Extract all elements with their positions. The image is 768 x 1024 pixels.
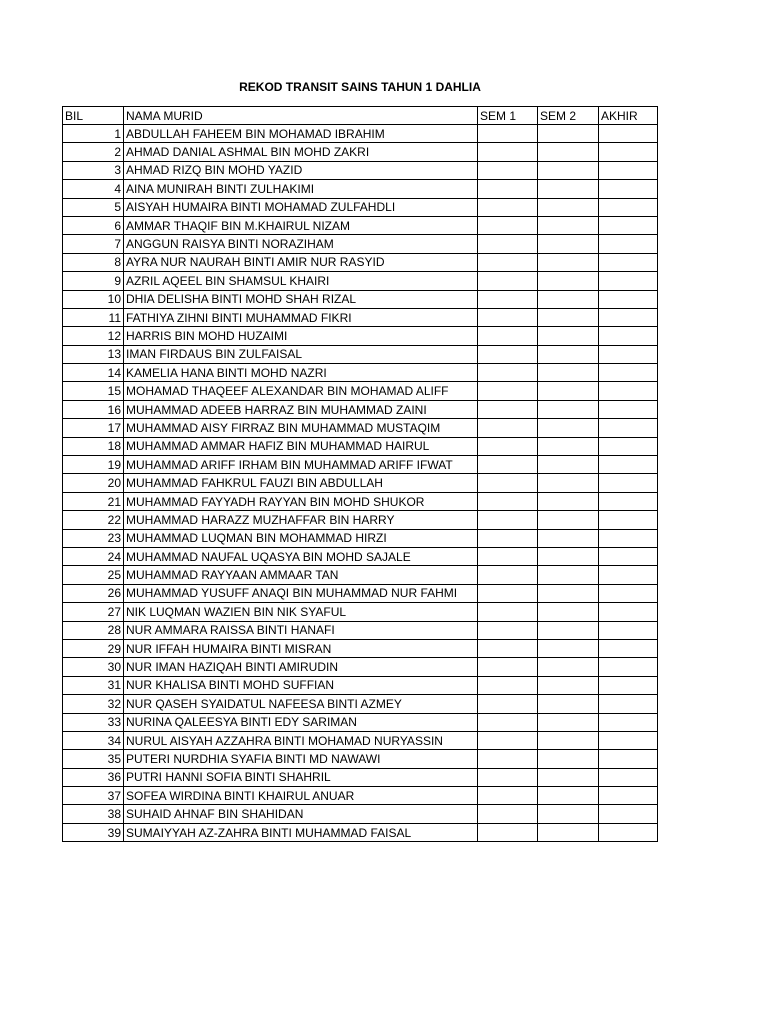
student-name: HARRIS BIN MOHD HUZAIMI [124,327,478,345]
student-name: NUR AMMARA RAISSA BINTI HANAFI [124,621,478,639]
sem2-cell [538,566,599,584]
akhir-cell [599,823,658,841]
table-row [63,364,658,382]
student-name: PUTRI HANNI SOFIA BINTI SHAHRIL [124,768,478,786]
akhir-cell [599,603,658,621]
row-number: 27 [63,603,124,621]
sem2-cell [538,805,599,823]
header-akhir: AKHIR [599,107,658,125]
sem2-cell [538,235,599,253]
row-number: 22 [63,511,124,529]
table-row [63,253,658,271]
sem2-cell [538,216,599,234]
student-name: NURUL AISYAH AZZAHRA BINTI MOHAMAD NURYASSIN [124,731,478,749]
table-row [63,529,658,547]
sem1-cell [478,180,538,198]
student-name: MUHAMMAD HARAZZ MUZHAFFAR BIN HARRY [124,511,478,529]
row-number: 31 [63,676,124,694]
sem1-cell [478,658,538,676]
table-row [63,731,658,749]
table-row [63,125,658,143]
akhir-cell [599,639,658,657]
akhir-cell [599,400,658,418]
sem1-cell [478,382,538,400]
table-row [63,768,658,786]
student-name: MUHAMMAD ARIFF IRHAM BIN MUHAMMAD ARIFF IFWAT [124,456,478,474]
sem2-cell [538,529,599,547]
row-number: 38 [63,805,124,823]
akhir-cell [599,529,658,547]
row-number: 39 [63,823,124,841]
student-name: ABDULLAH FAHEEM BIN MOHAMAD IBRAHIM [124,125,478,143]
sem1-cell [478,731,538,749]
sem2-cell [538,290,599,308]
row-number: 35 [63,750,124,768]
akhir-cell [599,143,658,161]
table-header-row [63,107,658,125]
row-number: 11 [63,308,124,326]
table-row [63,272,658,290]
header-sem2: SEM 2 [538,107,599,125]
student-name: NURINA QALEESYA BINTI EDY SARIMAN [124,713,478,731]
row-number: 30 [63,658,124,676]
sem1-cell [478,621,538,639]
student-record-table [62,106,658,842]
row-number: 24 [63,547,124,565]
row-number: 10 [63,290,124,308]
sem1-cell [478,437,538,455]
sem2-cell [538,731,599,749]
akhir-cell [599,216,658,234]
sem2-cell [538,823,599,841]
student-name: AINA MUNIRAH BINTI ZULHAKIMI [124,180,478,198]
sem2-cell [538,161,599,179]
student-name: AYRA NUR NAURAH BINTI AMIR NUR RASYID [124,253,478,271]
sem1-cell [478,547,538,565]
student-name: NUR IFFAH HUMAIRA BINTI MISRAN [124,639,478,657]
sem2-cell [538,750,599,768]
sem1-cell [478,308,538,326]
sem1-cell [478,787,538,805]
sem2-cell [538,400,599,418]
row-number: 9 [63,272,124,290]
student-name: SOFEA WIRDINA BINTI KHAIRUL ANUAR [124,787,478,805]
sem1-cell [478,584,538,602]
sem2-cell [538,713,599,731]
student-name: PUTERI NURDHIA SYAFIA BINTI MD NAWAWI [124,750,478,768]
table-row [63,584,658,602]
table-row [63,621,658,639]
row-number: 5 [63,198,124,216]
akhir-cell [599,345,658,363]
sem2-cell [538,327,599,345]
sem1-cell [478,161,538,179]
sem1-cell [478,805,538,823]
student-name: FATHIYA ZIHNI BINTI MUHAMMAD FIKRI [124,308,478,326]
sem2-cell [538,364,599,382]
akhir-cell [599,253,658,271]
sem1-cell [478,750,538,768]
sem2-cell [538,584,599,602]
row-number: 3 [63,161,124,179]
student-name: MOHAMAD THAQEEF ALEXANDAR BIN MOHAMAD ALIFF [124,382,478,400]
akhir-cell [599,456,658,474]
akhir-cell [599,492,658,510]
akhir-cell [599,235,658,253]
akhir-cell [599,511,658,529]
row-number: 1 [63,125,124,143]
akhir-cell [599,750,658,768]
table-row [63,161,658,179]
sem1-cell [478,676,538,694]
table-row [63,327,658,345]
table-row [63,658,658,676]
akhir-cell [599,731,658,749]
document-title: REKOD TRANSIT SAINS TAHUN 1 DAHLIA [239,80,481,94]
student-name: AMMAR THAQIF BIN M.KHAIRUL NIZAM [124,216,478,234]
table-row [63,419,658,437]
row-number: 26 [63,584,124,602]
sem2-cell [538,695,599,713]
row-number: 15 [63,382,124,400]
table-row [63,456,658,474]
akhir-cell [599,364,658,382]
student-name: AZRIL AQEEL BIN SHAMSUL KHAIRI [124,272,478,290]
row-number: 18 [63,437,124,455]
sem1-cell [478,492,538,510]
row-number: 20 [63,474,124,492]
sem1-cell [478,511,538,529]
table-row [63,437,658,455]
student-name: NIK LUQMAN WAZIEN BIN NIK SYAFUL [124,603,478,621]
header-name: NAMA MURID [124,107,478,125]
sem1-cell [478,713,538,731]
table-row [63,290,658,308]
akhir-cell [599,272,658,290]
student-name: ANGGUN RAISYA BINTI NORAZIHAM [124,235,478,253]
akhir-cell [599,180,658,198]
row-number: 32 [63,695,124,713]
student-name: SUHAID AHNAF BIN SHAHIDAN [124,805,478,823]
table-row [63,382,658,400]
akhir-cell [599,547,658,565]
akhir-cell [599,419,658,437]
student-name: NUR KHALISA BINTI MOHD SUFFIAN [124,676,478,694]
row-number: 34 [63,731,124,749]
table-row [63,823,658,841]
row-number: 33 [63,713,124,731]
row-number: 7 [63,235,124,253]
table-row [63,566,658,584]
akhir-cell [599,566,658,584]
student-name: MUHAMMAD AMMAR HAFIZ BIN MUHAMMAD HAIRUL [124,437,478,455]
table-row [63,750,658,768]
sem2-cell [538,676,599,694]
row-number: 28 [63,621,124,639]
akhir-cell [599,327,658,345]
student-name: MUHAMMAD ADEEB HARRAZ BIN MUHAMMAD ZAINI [124,400,478,418]
table-row [63,547,658,565]
akhir-cell [599,658,658,676]
akhir-cell [599,584,658,602]
row-number: 16 [63,400,124,418]
akhir-cell [599,805,658,823]
sem1-cell [478,125,538,143]
sem2-cell [538,125,599,143]
header-sem1: SEM 1 [478,107,538,125]
sem2-cell [538,787,599,805]
sem1-cell [478,327,538,345]
akhir-cell [599,768,658,786]
sem2-cell [538,382,599,400]
table-row [63,235,658,253]
akhir-cell [599,676,658,694]
student-name: MUHAMMAD NAUFAL UQASYA BIN MOHD SAJALE [124,547,478,565]
row-number: 8 [63,253,124,271]
sem1-cell [478,272,538,290]
student-name: MUHAMMAD AISY FIRRAZ BIN MUHAMMAD MUSTAQIM [124,419,478,437]
sem2-cell [538,658,599,676]
akhir-cell [599,125,658,143]
row-number: 25 [63,566,124,584]
table-row [63,180,658,198]
sem2-cell [538,180,599,198]
row-number: 23 [63,529,124,547]
sem2-cell [538,419,599,437]
sem1-cell [478,143,538,161]
table-row [63,676,658,694]
sem1-cell [478,456,538,474]
akhir-cell [599,198,658,216]
sem1-cell [478,400,538,418]
student-name: MUHAMMAD LUQMAN BIN MOHAMMAD HIRZI [124,529,478,547]
sem1-cell [478,290,538,308]
sem2-cell [538,511,599,529]
table-row [63,603,658,621]
student-name: IMAN FIRDAUS BIN ZULFAISAL [124,345,478,363]
row-number: 4 [63,180,124,198]
sem2-cell [538,272,599,290]
akhir-cell [599,713,658,731]
sem2-cell [538,253,599,271]
student-name: AHMAD DANIAL ASHMAL BIN MOHD ZAKRI [124,143,478,161]
sem2-cell [538,768,599,786]
row-number: 13 [63,345,124,363]
row-number: 29 [63,639,124,657]
table-row [63,492,658,510]
student-name: NUR QASEH SYAIDATUL NAFEESA BINTI AZMEY [124,695,478,713]
akhir-cell [599,621,658,639]
table-row [63,216,658,234]
header-bil: BIL [63,107,124,125]
row-number: 12 [63,327,124,345]
sem1-cell [478,345,538,363]
row-number: 2 [63,143,124,161]
row-number: 36 [63,768,124,786]
table-row [63,198,658,216]
student-name: SUMAIYYAH AZ-ZAHRA BINTI MUHAMMAD FAISAL [124,823,478,841]
table-row [63,639,658,657]
table-row [63,143,658,161]
sem1-cell [478,474,538,492]
sem1-cell [478,253,538,271]
table-row [63,308,658,326]
sem1-cell [478,639,538,657]
sem1-cell [478,695,538,713]
sem2-cell [538,547,599,565]
student-name: MUHAMMAD YUSUFF ANAQI BIN MUHAMMAD NUR FAHMI [124,584,478,602]
student-name: AHMAD RIZQ BIN MOHD YAZID [124,161,478,179]
sem1-cell [478,768,538,786]
row-number: 17 [63,419,124,437]
table-row [63,805,658,823]
akhir-cell [599,787,658,805]
sem1-cell [478,603,538,621]
sem1-cell [478,216,538,234]
akhir-cell [599,308,658,326]
sem1-cell [478,529,538,547]
sem2-cell [538,492,599,510]
row-number: 21 [63,492,124,510]
sem2-cell [538,198,599,216]
sem1-cell [478,235,538,253]
sem1-cell [478,198,538,216]
table-row [63,474,658,492]
sem1-cell [478,364,538,382]
sem2-cell [538,143,599,161]
sem2-cell [538,456,599,474]
sem2-cell [538,437,599,455]
sem2-cell [538,621,599,639]
student-name: NUR IMAN HAZIQAH BINTI AMIRUDIN [124,658,478,676]
sem1-cell [478,419,538,437]
table-row [63,345,658,363]
student-name: KAMELIA HANA BINTI MOHD NAZRI [124,364,478,382]
akhir-cell [599,695,658,713]
akhir-cell [599,474,658,492]
table-row [63,713,658,731]
row-number: 14 [63,364,124,382]
row-number: 19 [63,456,124,474]
sem2-cell [538,603,599,621]
row-number: 37 [63,787,124,805]
row-number: 6 [63,216,124,234]
sem2-cell [538,474,599,492]
sem2-cell [538,308,599,326]
student-name: AISYAH HUMAIRA BINTI MOHAMAD ZULFAHDLI [124,198,478,216]
student-name: MUHAMMAD FAYYADH RAYYAN BIN MOHD SHUKOR [124,492,478,510]
akhir-cell [599,290,658,308]
table-row [63,511,658,529]
table-row [63,400,658,418]
table-row [63,695,658,713]
student-name: MUHAMMAD RAYYAAN AMMAAR TAN [124,566,478,584]
akhir-cell [599,382,658,400]
akhir-cell [599,437,658,455]
sem2-cell [538,345,599,363]
student-name: MUHAMMAD FAHKRUL FAUZI BIN ABDULLAH [124,474,478,492]
sem2-cell [538,639,599,657]
sem1-cell [478,823,538,841]
akhir-cell [599,161,658,179]
sem1-cell [478,566,538,584]
student-name: DHIA DELISHA BINTI MOHD SHAH RIZAL [124,290,478,308]
table-row [63,787,658,805]
